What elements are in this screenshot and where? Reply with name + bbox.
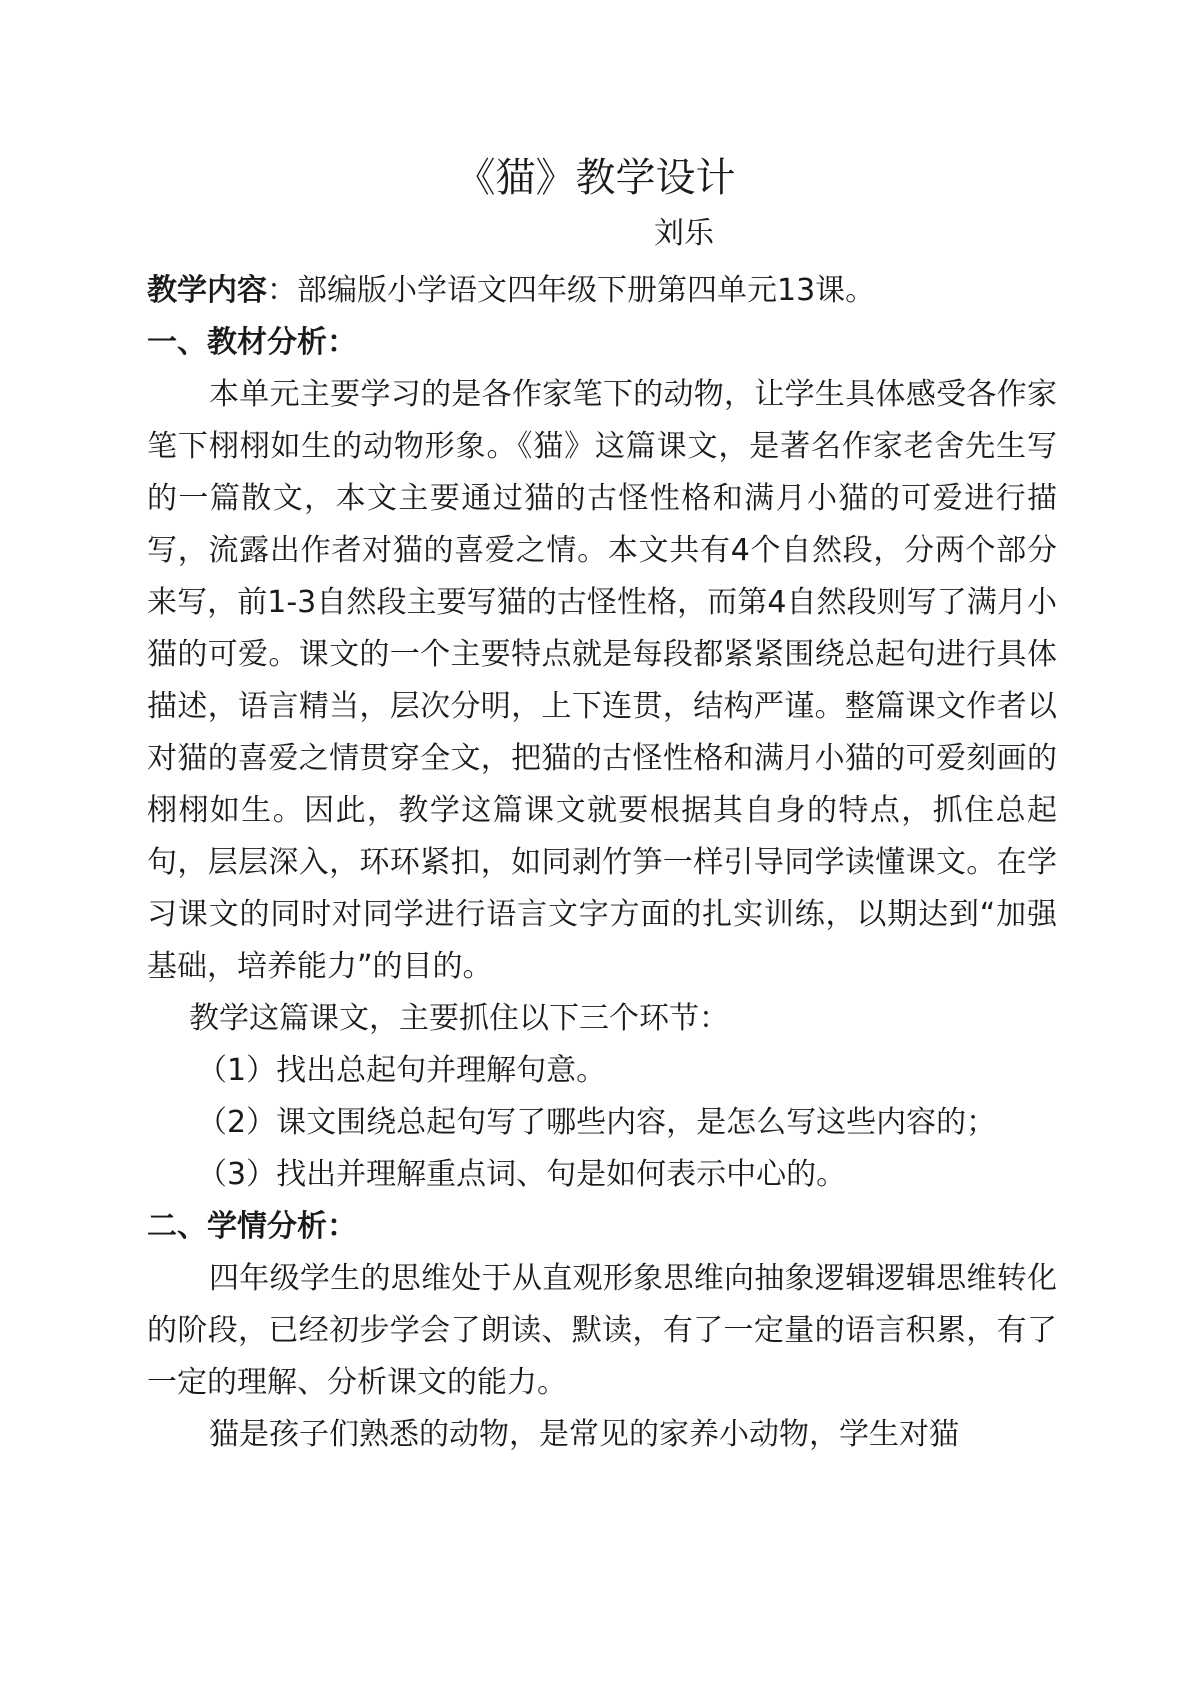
section1-paragraph: 本单元主要学习的是各作家笔下的动物，让学生具体感受各作家笔下栩栩如生的动物形象。《猫》这篇课文，是著名作家老舍先生写的一篇散文，本文主要通过猫的古怪性格和满月小猫的可爱进行描写，流露出作者对猫的喜爱之情。本文共有4个自然段，分两个部分来写，前1-3自然段主要写猫的古怪性格，而第4自然段则写了满月小猫的可爱。课文的一个主要特点就是每段都紧紧围绕总起句进行具体描述，语言精当，层次分明，上下连贯，结构严谨。整篇课文作者以对猫的喜爱之情贯穿全文，把猫的古怪性格和满月小猫的可爱刻画的栩栩如生。因此，教学这篇课文就要根据其自身的特点，抓住总起句，层层深入，环环紧扣，如同剥竹笋一样引导同学读懂课文。在学习课文的同时对同学进行语言文字方面的扎实训练，以期达到“加强基础，培养能力”的目的。 [147,377,1057,984]
document-title: 《猫》教学设计 [455,155,736,201]
section1-intro: 教学这篇课文，主要抓住以下三个环节： [189,1001,729,1036]
document-body [147,265,1057,1461]
section1-item: （2）课文围绕总起句写了哪些内容，是怎么写这些内容的； [197,1105,997,1140]
teaching-content-text: ：部编版小学语文四年级下册第四单元13课。 [267,273,876,308]
section2-paragraph: 四年级学生的思维处于从直观形象思维向抽象逻辑逻辑思维转化的阶段，已经初步学会了朗读、默读，有了一定量的语言积累，有了一定的理解、分析课文的能力。 [147,1261,1057,1400]
teaching-content-line [147,265,1057,317]
teaching-content-label: 教学内容 [147,273,267,308]
author-name: 刘乐 [654,216,714,251]
section2-paragraph: 猫是孩子们熟悉的动物，是常见的家养小动物，学生对猫 [209,1417,959,1452]
section1-item: （3）找出并理解重点词、句是如何表示中心的。 [197,1157,847,1192]
section2-heading: 二、学情分析： [147,1209,357,1244]
section1-item: （1）找出总起句并理解句意。 [197,1053,607,1088]
section1-heading: 一、教材分析： [147,325,357,360]
